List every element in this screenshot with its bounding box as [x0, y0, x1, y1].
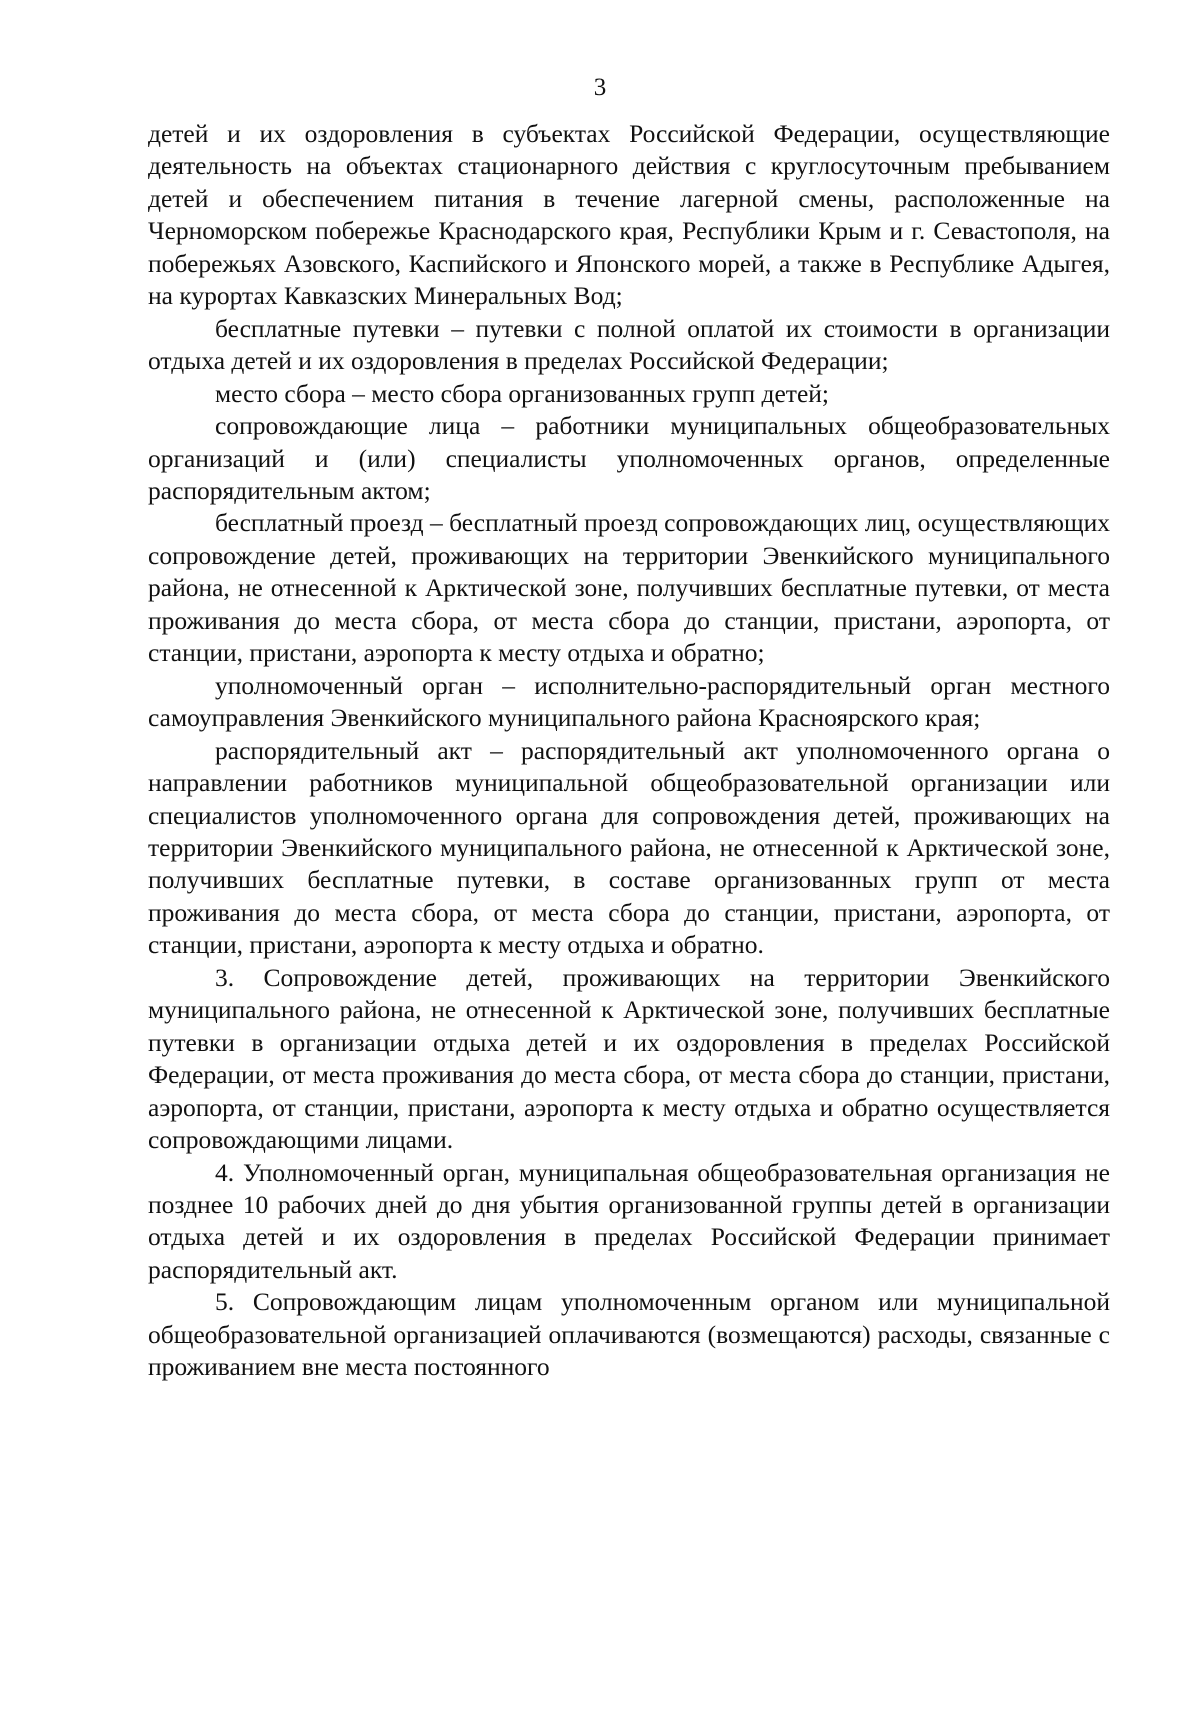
- paragraph-accompanying-persons-definition: сопровождающие лица – работники муниципальных общеобразовательных организаций и (или) специалисты уполномоченных органов, определенные распорядительным актом;: [148, 411, 1110, 505]
- page-number: 3: [593, 74, 607, 101]
- paragraph-administrative-act-definition: распорядительный акт – распорядительный акт уполномоченного органа о направлении работников муниципальной общеобразовательной организации или специалистов уполномоченного органа для сопровождения детей, проживающих на территории Эвенкийского муниципального района, не отнесенной к Арктической зоне, получивших бесплатные путевки, в составе организованных групп от места проживания до места сбора, от места сбора до станции, пристани, аэропорта, от станции, пристани, аэропорта к месту отдыха и обратно.: [148, 735, 1110, 960]
- document-body: [148, 118, 1110, 1384]
- paragraph-authorized-body-definition: уполномоченный орган – исполнительно-распорядительный орган местного самоуправления Эвенкийского муниципального района Красноярского края;: [148, 670, 1110, 733]
- paragraph-free-vouchers-definition: бесплатные путевки – путевки с полной оплатой их стоимости в организации отдыха детей и их оздоровления в пределах Российской Федерации;: [148, 313, 1110, 376]
- paragraph-gathering-place-definition: место сбора – место сбора организованных групп детей;: [215, 378, 829, 408]
- paragraph-clause-4: 4. Уполномоченный орган, муниципальная общеобразовательная организация не позднее 10 рабочих дней до дня убытия организованной группы детей в организации отдыха детей и их оздоровления в пределах Российской Федерации принимает распорядительный акт.: [148, 1157, 1110, 1284]
- paragraph-clause-3: 3. Сопровождение детей, проживающих на территории Эвенкийского муниципального района, не отнесенной к Арктической зоне, получивших бесплатные путевки в организации отдыха детей и их оздоровления в пределах Российской Федерации, от места проживания до места сбора, от места сбора до станции, пристани, аэропорта, от станции, пристани, аэропорта к месту отдыха и обратно осуществляется сопровождающими лицами.: [148, 962, 1110, 1155]
- paragraph-clause-5: 5. Сопровождающим лицам уполномоченным органом или муниципальной общеобразовательной организацией оплачиваются (возмещаются) расходы, связанные с проживанием вне места постоянного: [148, 1287, 1110, 1382]
- paragraph-free-travel-definition: бесплатный проезд – бесплатный проезд сопровождающих лиц, осуществляющих сопровождение детей, проживающих на территории Эвенкийского муниципального района, не отнесенной к Арктической зоне, получивших бесплатные путевки, от места проживания до места сбора, от места сбора до станции, пристани, аэропорта, от станции, пристани, аэропорта к месту отдыха и обратно;: [148, 508, 1110, 668]
- paragraph-continuation: детей и их оздоровления в субъектах Российской Федерации, осуществляющие деятельность на объектах стационарного действия с круглосуточным пребыванием детей и обеспечением питания в течение лагерной смены, расположенные на Черноморском побережье Краснодарского края, Республики Крым и г. Севастополя, на побережьях Азовского, Каспийского и Японского морей, а также в Республике Адыгея, на курортах Кавказских Минеральных Вод;: [148, 119, 1110, 311]
